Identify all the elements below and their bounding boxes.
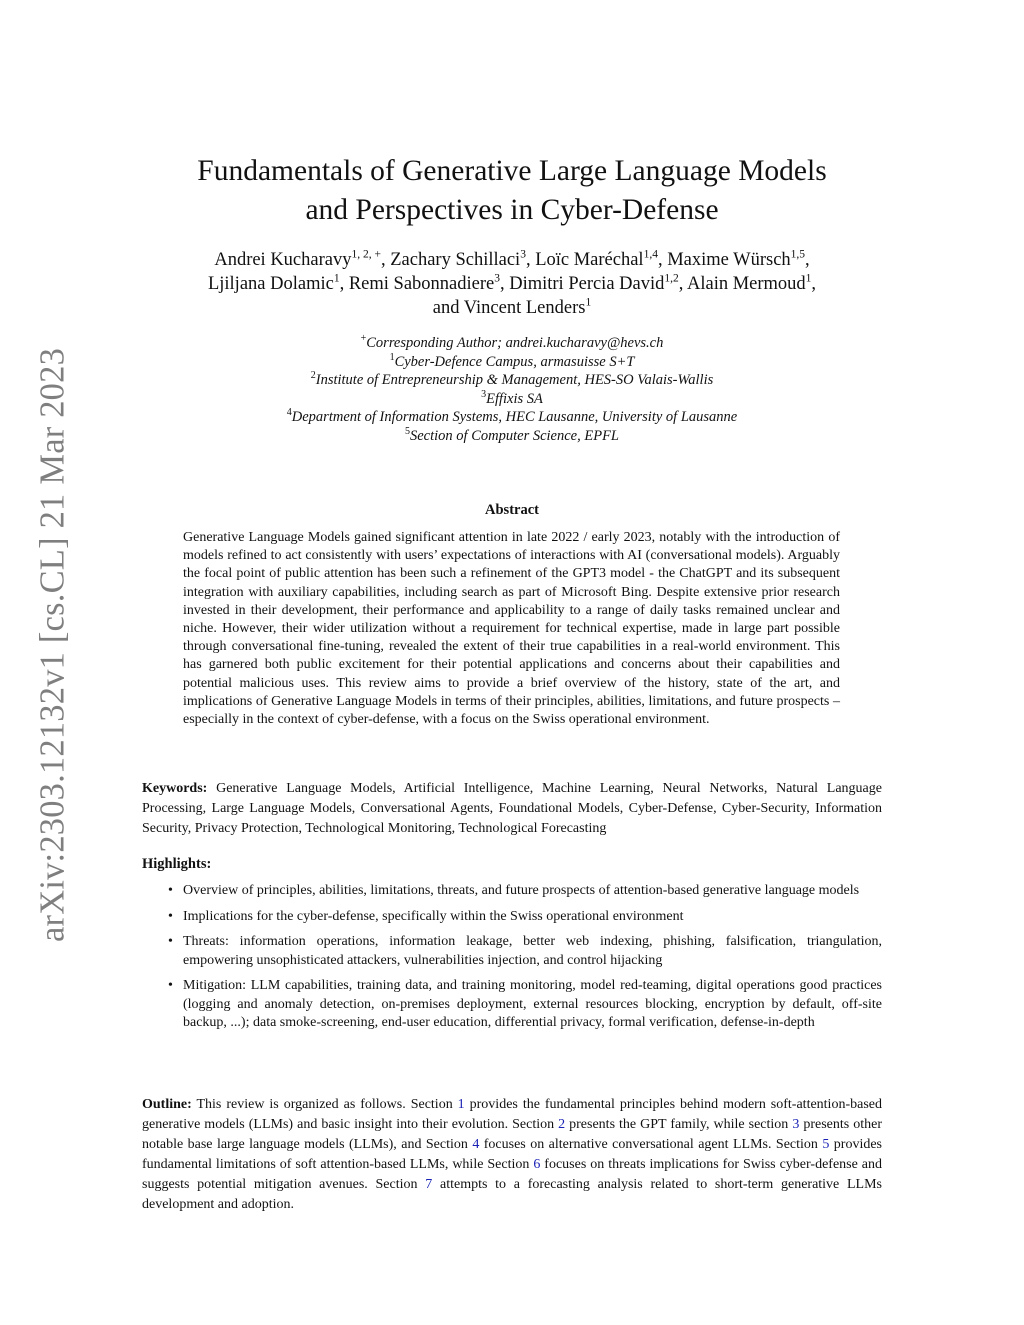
author-name: Andrei Kucharavy — [214, 250, 352, 270]
affiliation-mark: 5 — [405, 425, 410, 437]
outline-label: Outline: — [142, 1097, 192, 1112]
author-affil-mark: 1 — [333, 272, 340, 285]
affiliation-line — [142, 334, 882, 353]
author-affil-mark: 1, 2, + — [351, 248, 381, 261]
section-link-1[interactable]: 1 — [457, 1097, 465, 1112]
abstract-heading: Abstract — [485, 502, 539, 518]
author-name: Maxime Würsch — [667, 250, 791, 270]
outline-text: focuses on alternative conversational agent LLMs. Section — [479, 1137, 823, 1152]
author-affil-mark: 3 — [520, 248, 526, 261]
outline-text: attempts to a forecasting analysis related to short-term generative LLMs development and adoption. — [142, 1177, 883, 1212]
author-name: Zachary Schillaci — [390, 250, 521, 270]
outline-text: presents the GPT family, while section — [565, 1117, 793, 1132]
author-affil-mark: 3 — [494, 272, 500, 285]
keywords-paragraph — [142, 779, 882, 839]
affiliation-mark: + — [360, 333, 367, 344]
author-affil-mark: 1,5 — [790, 248, 806, 261]
bullet-icon: • — [168, 908, 173, 924]
affiliation-text: Cyber-Defence Campus, armasuisse S+T — [394, 353, 635, 370]
affiliation-mark: 3 — [481, 388, 487, 400]
affiliation-mark: 1 — [389, 351, 395, 363]
highlight-text: Implications for the cyber-defense, specifically within the Swiss operational environment — [183, 908, 684, 924]
affiliation-line — [142, 408, 882, 427]
highlights-heading: Highlights: — [142, 856, 212, 872]
author-affil-mark: 1 — [585, 296, 592, 309]
bullet-icon: • — [168, 934, 173, 949]
highlight-item — [142, 977, 882, 1033]
affiliation-text: Effixis SA — [486, 390, 543, 407]
highlight-text: Mitigation: LLM capabilities, training data, and training monitoring, model red-teaming, digital operations good practices (logging and anomaly detection, on-premises deployment, external resources blocking, encryption by default, off-site backup, ...); data smoke-screening, end-user education, differential privacy, formal verification, defense-in-depth — [183, 978, 882, 1030]
affiliations — [142, 334, 882, 445]
author-list: Andrei Kucharavy$^{1, 2, +}$, Zachary Schillaci$^3$, Loïc Maréchal$^{1,4}$, Maxime Würsch$^{1,5}$, Ljiljana Dolamic$^1$, Remi Sabonnadiere$^3$, Dimitri Percia David$^{1,2}$, Alain Mermoud$^1$, and Vincent Lenders$^1$ — [207, 248, 817, 318]
highlight-text: Overview of principles, abilities, limitations, threats, and future prospects of attention-based generative language models — [183, 883, 860, 898]
author-name: Dimitri Percia David — [509, 274, 665, 294]
outline-text: provides fundamental limitations of soft attention-based LLMs, while Section — [142, 1137, 882, 1172]
highlight-item — [142, 882, 882, 901]
author-name: Loïc Maréchal — [535, 250, 644, 270]
author-affil-mark: 1 — [805, 272, 812, 285]
section-link-2[interactable]: 2 — [558, 1117, 566, 1132]
paper-title — [142, 152, 882, 230]
affiliation-line — [142, 390, 882, 409]
keywords-label: Keywords: — [142, 781, 208, 796]
section-link-4[interactable]: 4 — [472, 1137, 480, 1152]
affiliation-line — [142, 427, 882, 446]
abstract-body: Generative Language Models gained significant attention in late 2022 / early 2023, notably with the introduction of models refined to act consistently with users’ expectations of interactions with AI (conversational models). Arguably the focal point of public attention has been such a refinement of the GPT3 model - the ChatGPT and its subsequent integration with auxiliary capabilities, including search as part of Microsoft Bing. Despite extensive prior research invested in their development, their performance and applicability to a range of daily tasks remained unclear and niche. However, their wider utilization without a requirement for technical expertise, made in large part possible through conversational fine-tuning, revealed the extent of their true capabilities in a real-world environment. This has garnered both public excitement for their potential applications and concerns about their capabilities and potential malicious uses. This review aims to provide a brief overview of the history, state of the art, and implications of Generative Language Models in terms of their principles, abilities, limitations, and future prospects – especially in the context of cyber-defense, with a focus on the Swiss operational environment. — [183, 530, 840, 728]
affiliation-mark: 2 — [310, 370, 316, 381]
section-link-7[interactable]: 7 — [425, 1177, 433, 1192]
section-link-6[interactable]: 6 — [533, 1157, 541, 1172]
title-line-1: Fundamentals of Generative Large Language Models — [197, 155, 827, 187]
affiliation-text: Institute of Entrepreneurship & Management, HES-SO Valais-Wallis — [315, 372, 714, 388]
outline-text: focuses on threats implications for Swiss cyber-defense and suggests potential mitigation avenues. Section — [142, 1157, 882, 1192]
affiliation-text: Corresponding Author; andrei.kucharavy@hevs.ch — [366, 335, 664, 351]
bullet-icon: • — [168, 978, 173, 993]
keywords-text: Generative Language Models, Artificial Intelligence, Machine Learning, Neural Networks, Natural Language Processing, Large Language Models, Conversational Agents, Foundational Models, Cyber-Defense, Cyber-Security, Information Security, Privacy Protection, Technological Monitoring, Technological Forecasting — [142, 781, 882, 836]
affiliation-text: Section of Computer Science, EPFL — [410, 427, 619, 444]
author-name: Remi Sabonnadiere — [348, 274, 495, 294]
bullet-icon: • — [168, 883, 173, 898]
outline-paragraph — [142, 1095, 882, 1215]
affiliation-line — [142, 371, 882, 390]
highlight-item — [142, 908, 882, 927]
author-affil-mark: 1,4 — [643, 248, 658, 261]
highlight-text: Threats: information operations, information leakage, better web indexing, phishing, falsification, triangulation, empowering unsophisticated attackers, vulnerabilities injection, and control hijacking — [183, 934, 882, 968]
arxiv-sidebar-stamp: arXiv:2303.12132v1 [cs.CL] 21 Mar 2023 — [33, 348, 72, 943]
outline-text: This review is organized as follows. Section — [191, 1097, 458, 1112]
author-name: Ljiljana Dolamic — [207, 274, 334, 294]
affiliation-text: Department of Information Systems, HEC Lausanne, University of Lausanne — [291, 409, 738, 425]
author-conjunction: and — [432, 298, 460, 318]
author-affil-mark: 1,2 — [664, 272, 679, 285]
highlight-item — [142, 933, 882, 970]
title-line-2: and Perspectives in Cyber-Defense — [305, 194, 719, 226]
highlights-list — [142, 882, 882, 1040]
section-link-3[interactable]: 3 — [792, 1117, 800, 1132]
affiliation-mark: 4 — [286, 407, 292, 418]
author-name: Vincent Lenders — [463, 298, 586, 318]
author-name: Alain Mermoud — [686, 274, 806, 294]
section-link-5[interactable]: 5 — [822, 1137, 830, 1152]
outline-text: presents other notable base large language models (LLMs), and Section — [142, 1117, 882, 1152]
affiliation-line — [142, 353, 882, 372]
outline-text: provides the fundamental principles behind modern soft-attention-based generative models (LLMs) and basic insight into their evolution. Section — [142, 1097, 882, 1132]
